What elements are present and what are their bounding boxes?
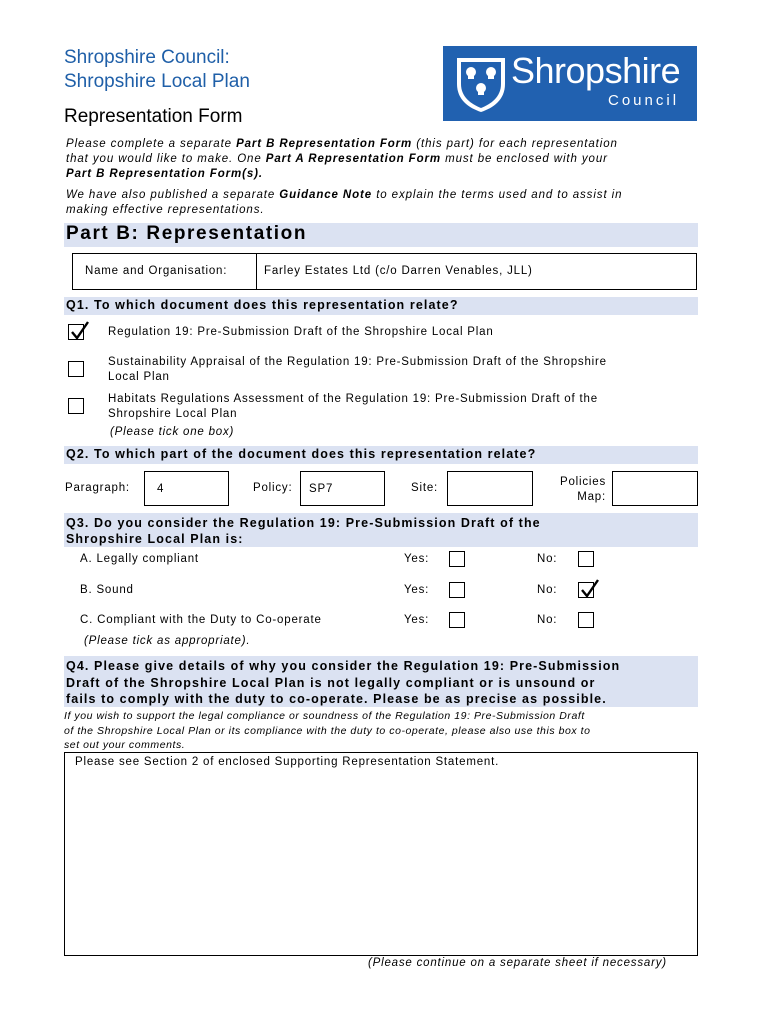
- council-title: [64, 46, 250, 94]
- q4-heading-bar: [64, 656, 698, 707]
- q3-row-b-label: B. Sound: [80, 584, 134, 596]
- q1-note: (Please tick one box): [110, 426, 235, 438]
- name-organisation-field[interactable]: Farley Estates Ltd (c/o Darren Venables, JLL): [264, 265, 533, 277]
- logo-sub-text: Council: [608, 92, 680, 109]
- policies-map-field[interactable]: [612, 471, 698, 506]
- q3-row-c-no-checkbox[interactable]: [578, 612, 594, 628]
- logo-brand-text: Shropshire: [511, 50, 681, 91]
- site-label: Site:: [411, 482, 439, 494]
- q1-heading-bar: [64, 297, 698, 315]
- crest-icon: [453, 54, 509, 114]
- q1-option-3-label: Habitats Regulations Assessment of the Regulation 19: Pre-Submission Draft of the Shropshire Local Plan: [108, 393, 598, 420]
- q2-heading-bar: [64, 446, 698, 464]
- shropshire-council-logo: [443, 46, 697, 121]
- q3-row-a-yes-checkbox[interactable]: [449, 551, 465, 567]
- q3-row-c-label: C. Compliant with the Duty to Co-operate: [80, 614, 322, 626]
- q4-answer-text: Please see Section 2 of enclosed Supporting Representation Statement.: [75, 756, 500, 768]
- q3-heading: Q3. Do you consider the Regulation 19: Pre-Submission Draft of the Shropshire Local Plan is:: [66, 516, 541, 546]
- policy-field[interactable]: [300, 471, 385, 506]
- q2-heading: Q2. To which part of the document does this representation relate?: [66, 447, 537, 461]
- q1-option-3-checkbox[interactable]: [68, 398, 84, 414]
- q3-note: (Please tick as appropriate).: [84, 635, 251, 647]
- q1-option-2-checkbox[interactable]: [68, 361, 84, 377]
- checkmark-icon: [69, 320, 91, 342]
- title-line-2: Shropshire Local Plan: [64, 71, 250, 92]
- name-organisation-table: [72, 253, 697, 290]
- policy-label: Policy:: [253, 482, 293, 494]
- part-b-heading-bar: [64, 223, 698, 247]
- q3-row-b-no-checkbox[interactable]: [578, 582, 594, 598]
- policy-value: SP7: [309, 483, 334, 495]
- q4-answer-box[interactable]: [64, 752, 698, 956]
- q3-row-b-yes-label: Yes:: [404, 584, 430, 596]
- table-divider: [256, 254, 257, 289]
- q4-help-text: If you wish to support the legal compliance or soundness of the Regulation 19: Pre-Submission Draft of the Shropshire Local Plan or its compliance with the duty to co-operate, please also use this box to set out your comments.: [64, 710, 591, 751]
- q4-heading: Q4. Please give details of why you consider the Regulation 19: Pre-Submission Draft of the Shropshire Local Plan is not legally compliant or is unsound or fails to comply with the duty to co-operate. Please be as precise as possible.: [66, 659, 621, 706]
- policies-map-label: Policies Map:: [559, 476, 606, 503]
- q3-row-c-yes-checkbox[interactable]: [449, 612, 465, 628]
- part-b-heading: Part B: Representation: [66, 223, 308, 244]
- continue-note: (Please continue on a separate sheet if necessary): [368, 957, 667, 969]
- q3-row-a-yes-label: Yes:: [404, 553, 430, 565]
- paragraph-value: 4: [157, 483, 165, 495]
- title-line-1: Shropshire Council:: [64, 47, 230, 68]
- paragraph-field[interactable]: [144, 471, 229, 506]
- form-title: Representation Form: [64, 106, 243, 127]
- q3-row-a-no-checkbox[interactable]: [578, 551, 594, 567]
- q1-option-1-label: Regulation 19: Pre-Submission Draft of the Shropshire Local Plan: [108, 326, 494, 338]
- checkmark-icon: [579, 578, 601, 600]
- q3-row-c-yes-label: Yes:: [404, 614, 430, 626]
- q3-row-a-no-label: No:: [537, 553, 558, 565]
- q1-option-1-checkbox[interactable]: [68, 324, 84, 340]
- site-field[interactable]: [447, 471, 533, 506]
- q3-heading-bar: [64, 513, 698, 547]
- intro-paragraph-1: Please complete a separate Part B Representation Form (this part) for each representation that you would like to make. One Part A Representation Form must be enclosed with your Part B Representation Form(s).: [66, 138, 618, 180]
- q3-row-a-label: A. Legally compliant: [80, 553, 199, 565]
- paragraph-label: Paragraph:: [65, 482, 130, 494]
- q3-row-b-yes-checkbox[interactable]: [449, 582, 465, 598]
- q1-option-2-label: Sustainability Appraisal of the Regulation 19: Pre-Submission Draft of the Shropshire Local Plan: [108, 356, 607, 383]
- q1-heading: Q1. To which document does this representation relate?: [66, 298, 459, 312]
- intro-paragraph-2: We have also published a separate Guidance Note to explain the terms used and to assist in making effective representations.: [66, 189, 623, 216]
- q3-row-c-no-label: No:: [537, 614, 558, 626]
- name-organisation-label: Name and Organisation:: [85, 265, 228, 277]
- q3-row-b-no-label: No:: [537, 584, 558, 596]
